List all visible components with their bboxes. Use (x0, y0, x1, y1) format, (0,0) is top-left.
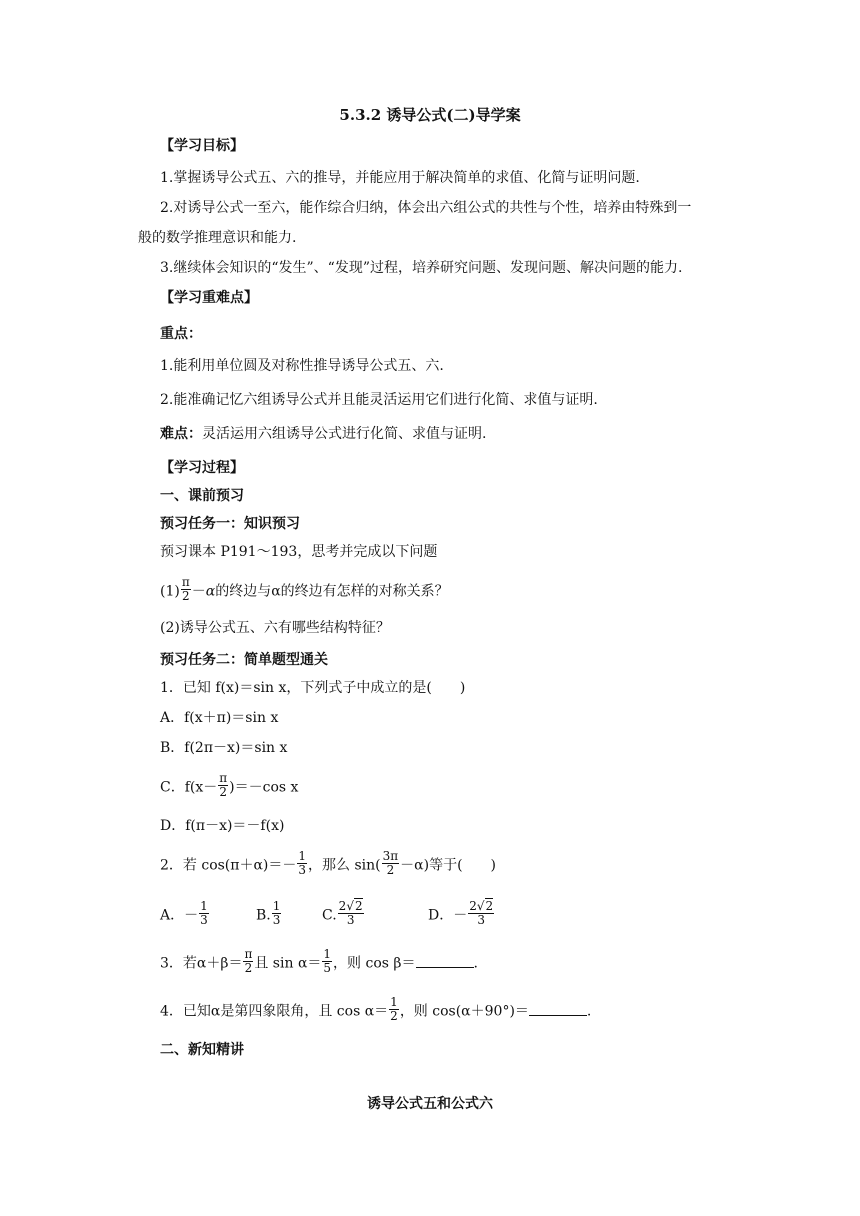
objective-3: 3.继续体会知识的“发生”、“发现”过程，培养研究问题、发现问题、解决问题的能力. (160, 260, 683, 276)
key-point-1: 1.能利用单位圆及对称性推导诱导公式五、六. (160, 358, 444, 374)
problem-4: 4．已知α是第四象限角，且 cos α＝ $\frac{1}{2}$ ，则 cos(α＋90°)＝ . (160, 995, 592, 1023)
difficulty-label: 难点： (160, 426, 202, 442)
objective-2a: 2.对诱导公式一至六，能作综合归纳，体会出六组公式的共性与个性，培养由特殊到一 (160, 200, 692, 216)
objective-2b: 般的数学推理意识和能力. (138, 230, 297, 246)
problem-2: 2．若 cos(π＋α)＝－ $\frac{1}{3}$ ，那么 sin( $\frac{3\pi}{2}$ －α)等于( ) (160, 849, 496, 877)
key-label: 重点： (160, 326, 202, 342)
objective-1: 1.掌握诱导公式五、六的推导，并能应用于解决简单的求值、化简与证明问题. (160, 170, 640, 186)
subtitle: 诱导公式五和公式六 (367, 1096, 493, 1112)
section-2-heading: 二、新知精讲 (160, 1042, 244, 1058)
question-2: (2)诱导公式五、六有哪些结构特征？ (160, 620, 390, 636)
problem-2-option-d: D．－ $\frac{2√2}{3}$ (428, 899, 494, 927)
task-1-text: 预习课本 P191～193，思考并完成以下问题 (160, 544, 438, 560)
problem-1-option-d: D．f(π－x)＝－f(x) (160, 818, 285, 834)
task-2-heading: 预习任务二：简单题型通关 (160, 652, 328, 668)
objectives-heading: 【学习目标】 (160, 138, 244, 154)
problem-1-option-b: B．f(2π－x)＝sin x (160, 740, 288, 756)
problem-2-option-c: C. $\frac{2√2}{3}$ (322, 899, 363, 927)
problem-1-option-a: A．f(x＋π)＝sin x (160, 710, 279, 726)
page-title: 5.3.2 诱导公式(二)导学案 (339, 106, 521, 124)
difficulty-text: 灵活运用六组诱导公式进行化简、求值与证明. (202, 426, 487, 442)
answer-blank-4[interactable] (529, 1001, 587, 1016)
difficulty (160, 424, 486, 444)
process-heading: 【学习过程】 (160, 460, 244, 476)
problem-1: 1．已知 f(x)＝sin x，下列式子中成立的是( ) (160, 680, 466, 696)
problem-2-option-a: A．－ $\frac{1}{3}$ (160, 899, 208, 927)
problem-2-option-b: B. $\frac{1}{3}$ (256, 899, 281, 927)
fraction-pi-over-2: $\frac{\pi}{2}$ (181, 575, 190, 603)
answer-blank-3[interactable] (416, 953, 474, 968)
question-1: (1) $\frac{\pi}{2}$ －α的终边与α的终边有怎样的对称关系？ (160, 575, 449, 603)
key-point-2: 2.能准确记忆六组诱导公式并且能灵活运用它们进行化简、求值与证明. (160, 392, 598, 408)
problem-3: 3．若α＋β＝ $\frac{\pi}{2}$ 且 sin α＝ $\frac{1}{5}$ ，则 cos β＝ . (160, 947, 478, 975)
task-1-heading: 预习任务一：知识预习 (160, 516, 300, 532)
section-1-heading: 一、课前预习 (160, 488, 244, 504)
problem-1-option-c: C．f(x－ $\frac{\pi}{2}$ )＝－cos x (160, 771, 299, 799)
keypoints-heading: 【学习重难点】 (160, 290, 258, 306)
